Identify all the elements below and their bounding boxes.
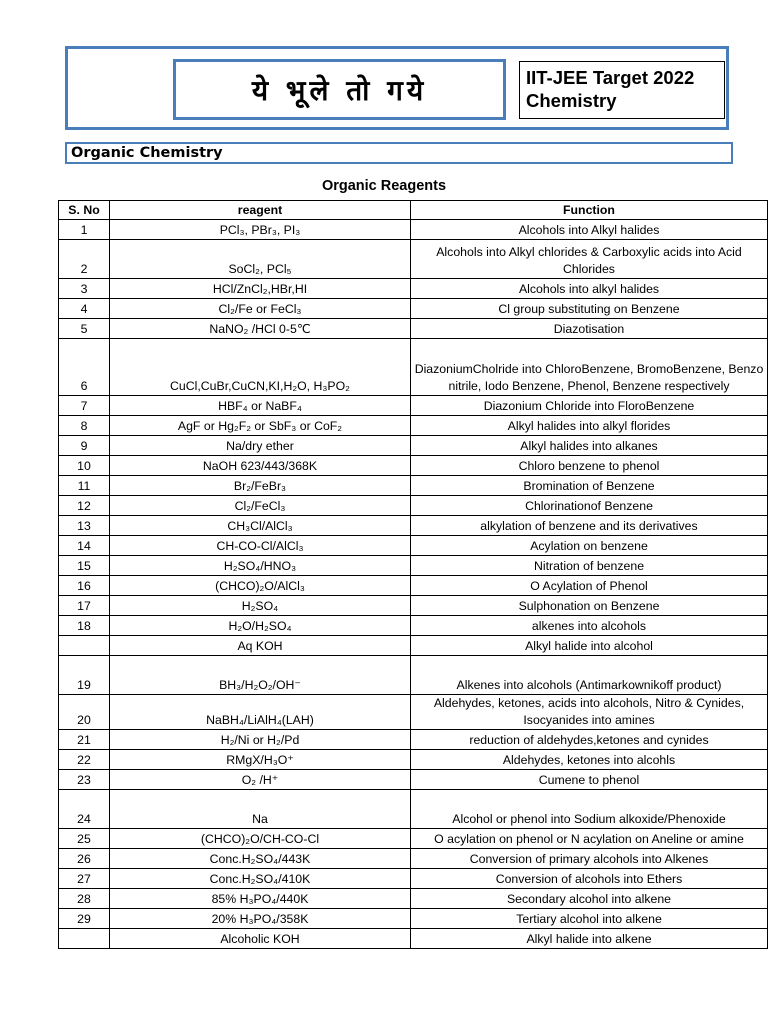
reagent-cell: H₂SO₄ xyxy=(110,596,411,616)
function-cell: Cumene to phenol xyxy=(411,770,768,790)
table-row xyxy=(59,790,768,829)
function-cell: Sulphonation on Benzene xyxy=(411,596,768,616)
table-row xyxy=(59,849,768,869)
function-cell: Alcohols into Alkyl chlorides & Carboxylic acids into Acid Chlorides xyxy=(411,240,768,279)
sno-cell: 20 xyxy=(59,695,110,730)
table-row xyxy=(59,616,768,636)
sno-cell xyxy=(59,636,110,656)
reagent-cell: CH-CO-Cl/AlCl₃ xyxy=(110,536,411,556)
reagent-cell: Br₂/FeBr₃ xyxy=(110,476,411,496)
sno-cell: 13 xyxy=(59,516,110,536)
function-cell: O Acylation of Phenol xyxy=(411,576,768,596)
table-row xyxy=(59,909,768,929)
table-row xyxy=(59,240,768,279)
sno-cell: 19 xyxy=(59,656,110,695)
function-cell: Alkyl halides into alkanes xyxy=(411,436,768,456)
reagent-cell: Conc.H₂SO₄/410K xyxy=(110,869,411,889)
table-row xyxy=(59,536,768,556)
function-cell: Diazonium Chloride into FloroBenzene xyxy=(411,396,768,416)
function-cell: Alkyl halide into alkene xyxy=(411,929,768,949)
hindi-title-box xyxy=(173,59,506,120)
table-row xyxy=(59,656,768,695)
function-cell: DiazoniumCholride into ChloroBenzene, BromoBenzene, Benzo nitrile, Iodo Benzene, Phenol, Benzene respectively xyxy=(411,339,768,396)
column-header-reagent: reagent xyxy=(110,201,411,220)
table-header-row xyxy=(59,201,768,220)
sno-cell: 11 xyxy=(59,476,110,496)
table-row xyxy=(59,636,768,656)
table-row xyxy=(59,476,768,496)
table-row xyxy=(59,770,768,790)
reagent-cell: SoCl₂, PCl₅ xyxy=(110,240,411,279)
sno-cell: 18 xyxy=(59,616,110,636)
reagent-cell: Na xyxy=(110,790,411,829)
table-row xyxy=(59,516,768,536)
column-header-function: Function xyxy=(411,201,768,220)
function-cell: Alkyl halides into alkyl florides xyxy=(411,416,768,436)
function-cell: Aldehydes, ketones into alcohls xyxy=(411,750,768,770)
function-cell: O acylation on phenol or N acylation on Aneline or amine xyxy=(411,829,768,849)
sno-cell: 29 xyxy=(59,909,110,929)
reagent-cell: Aq KOH xyxy=(110,636,411,656)
function-cell: Nitration of benzene xyxy=(411,556,768,576)
target-line-2: Chemistry xyxy=(526,90,617,111)
section-heading xyxy=(65,142,733,164)
sno-cell: 7 xyxy=(59,396,110,416)
function-cell: Cl group substituting on Benzene xyxy=(411,299,768,319)
reagent-cell: NaBH₄/LiAlH₄(LAH) xyxy=(110,695,411,730)
table-row xyxy=(59,220,768,240)
reagent-cell: HBF₄ or NaBF₄ xyxy=(110,396,411,416)
sno-cell: 1 xyxy=(59,220,110,240)
function-cell: Chloro benzene to phenol xyxy=(411,456,768,476)
reagent-cell: HCl/ZnCl₂,HBr,HI xyxy=(110,279,411,299)
function-cell: Acylation on benzene xyxy=(411,536,768,556)
column-header-sno: S. No xyxy=(59,201,110,220)
reagent-cell: Na/dry ether xyxy=(110,436,411,456)
sno-cell: 9 xyxy=(59,436,110,456)
sno-cell: 21 xyxy=(59,730,110,750)
sno-cell: 16 xyxy=(59,576,110,596)
function-cell: Alkyl halide into alcohol xyxy=(411,636,768,656)
sno-cell: 2 xyxy=(59,240,110,279)
reagent-cell: Cl₂/Fe or FeCl₃ xyxy=(110,299,411,319)
table-row xyxy=(59,576,768,596)
table-row xyxy=(59,829,768,849)
table-title: Organic Reagents xyxy=(321,178,447,194)
sno-cell: 12 xyxy=(59,496,110,516)
table-row xyxy=(59,416,768,436)
sno-cell: 8 xyxy=(59,416,110,436)
reagent-cell: NaNO₂ /HCl 0-5℃ xyxy=(110,319,411,339)
reagent-cell: 85% H₃PO₄/440K xyxy=(110,889,411,909)
section-title: Organic Chemistry xyxy=(71,145,223,161)
reagent-cell: NaOH 623/443/368K xyxy=(110,456,411,476)
table-row xyxy=(59,695,768,730)
sno-cell: 27 xyxy=(59,869,110,889)
table-row xyxy=(59,889,768,909)
table-body xyxy=(59,220,768,949)
reagent-cell: AgF or Hg₂F₂ or SbF₃ or CoF₂ xyxy=(110,416,411,436)
hindi-title: ये भूले तो गये xyxy=(251,73,428,107)
function-cell: Tertiary alcohol into alkene xyxy=(411,909,768,929)
function-cell: Conversion of alcohols into Ethers xyxy=(411,869,768,889)
table-row xyxy=(59,396,768,416)
target-box xyxy=(519,61,725,119)
reagent-cell: BH₃/H₂O₂/OH⁻ xyxy=(110,656,411,695)
reagent-cell: (CHCO)₂O/CH-CO-Cl xyxy=(110,829,411,849)
sno-cell: 22 xyxy=(59,750,110,770)
function-cell: Alcohol or phenol into Sodium alkoxide/Phenoxide xyxy=(411,790,768,829)
sno-cell: 15 xyxy=(59,556,110,576)
reagent-cell: 20% H₃PO₄/358K xyxy=(110,909,411,929)
function-cell: Chlorinationof Benzene xyxy=(411,496,768,516)
table-row xyxy=(59,299,768,319)
table-row xyxy=(59,596,768,616)
function-cell: Secondary alcohol into alkene xyxy=(411,889,768,909)
reagent-cell: Alcoholic KOH xyxy=(110,929,411,949)
sno-cell: 17 xyxy=(59,596,110,616)
function-cell: Conversion of primary alcohols into Alkenes xyxy=(411,849,768,869)
function-cell: alkylation of benzene and its derivatives xyxy=(411,516,768,536)
function-cell: Alcohols into Alkyl halides xyxy=(411,220,768,240)
table-row xyxy=(59,319,768,339)
reagent-cell: O₂ /H⁺ xyxy=(110,770,411,790)
reagent-cell: H₂/Ni or H₂/Pd xyxy=(110,730,411,750)
sno-cell xyxy=(59,929,110,949)
table-row xyxy=(59,436,768,456)
reagent-cell: (CHCO)₂O/AlCl₃ xyxy=(110,576,411,596)
reagent-cell: H₂O/H₂SO₄ xyxy=(110,616,411,636)
sno-cell: 23 xyxy=(59,770,110,790)
sno-cell: 24 xyxy=(59,790,110,829)
table-row xyxy=(59,869,768,889)
sno-cell: 10 xyxy=(59,456,110,476)
sno-cell: 3 xyxy=(59,279,110,299)
function-cell: Diazotisation xyxy=(411,319,768,339)
table-row xyxy=(59,339,768,396)
reagent-cell: H₂SO₄/HNO₃ xyxy=(110,556,411,576)
reagent-cell: RMgX/H₃O⁺ xyxy=(110,750,411,770)
function-cell: Aldehydes, ketones, acids into alcohols, Nitro & Cynides, Isocyanides into amines xyxy=(411,695,768,730)
table-row xyxy=(59,279,768,299)
table-row xyxy=(59,556,768,576)
sno-cell: 25 xyxy=(59,829,110,849)
table-row xyxy=(59,456,768,476)
function-cell: reduction of aldehydes,ketones and cynides xyxy=(411,730,768,750)
sno-cell: 28 xyxy=(59,889,110,909)
sno-cell: 26 xyxy=(59,849,110,869)
function-cell: Alkenes into alcohols (Antimarkownikoff product) xyxy=(411,656,768,695)
reagent-cell: CuCl,CuBr,CuCN,KI,H₂O, H₃PO₂ xyxy=(110,339,411,396)
sno-cell: 4 xyxy=(59,299,110,319)
sno-cell: 5 xyxy=(59,319,110,339)
table-row xyxy=(59,750,768,770)
target-line-1: IIT-JEE Target 2022 xyxy=(526,67,695,88)
reagents-table xyxy=(58,200,768,949)
table-row xyxy=(59,929,768,949)
reagent-cell: CH₃Cl/AlCl₃ xyxy=(110,516,411,536)
sno-cell: 14 xyxy=(59,536,110,556)
table-row xyxy=(59,730,768,750)
function-cell: Alcohols into alkyl halides xyxy=(411,279,768,299)
sno-cell: 6 xyxy=(59,339,110,396)
reagent-cell: Cl₂/FeCl₃ xyxy=(110,496,411,516)
reagent-cell: Conc.H₂SO₄/443K xyxy=(110,849,411,869)
table-row xyxy=(59,496,768,516)
function-cell: Bromination of Benzene xyxy=(411,476,768,496)
reagent-cell: PCl₃, PBr₃, PI₃ xyxy=(110,220,411,240)
function-cell: alkenes into alcohols xyxy=(411,616,768,636)
